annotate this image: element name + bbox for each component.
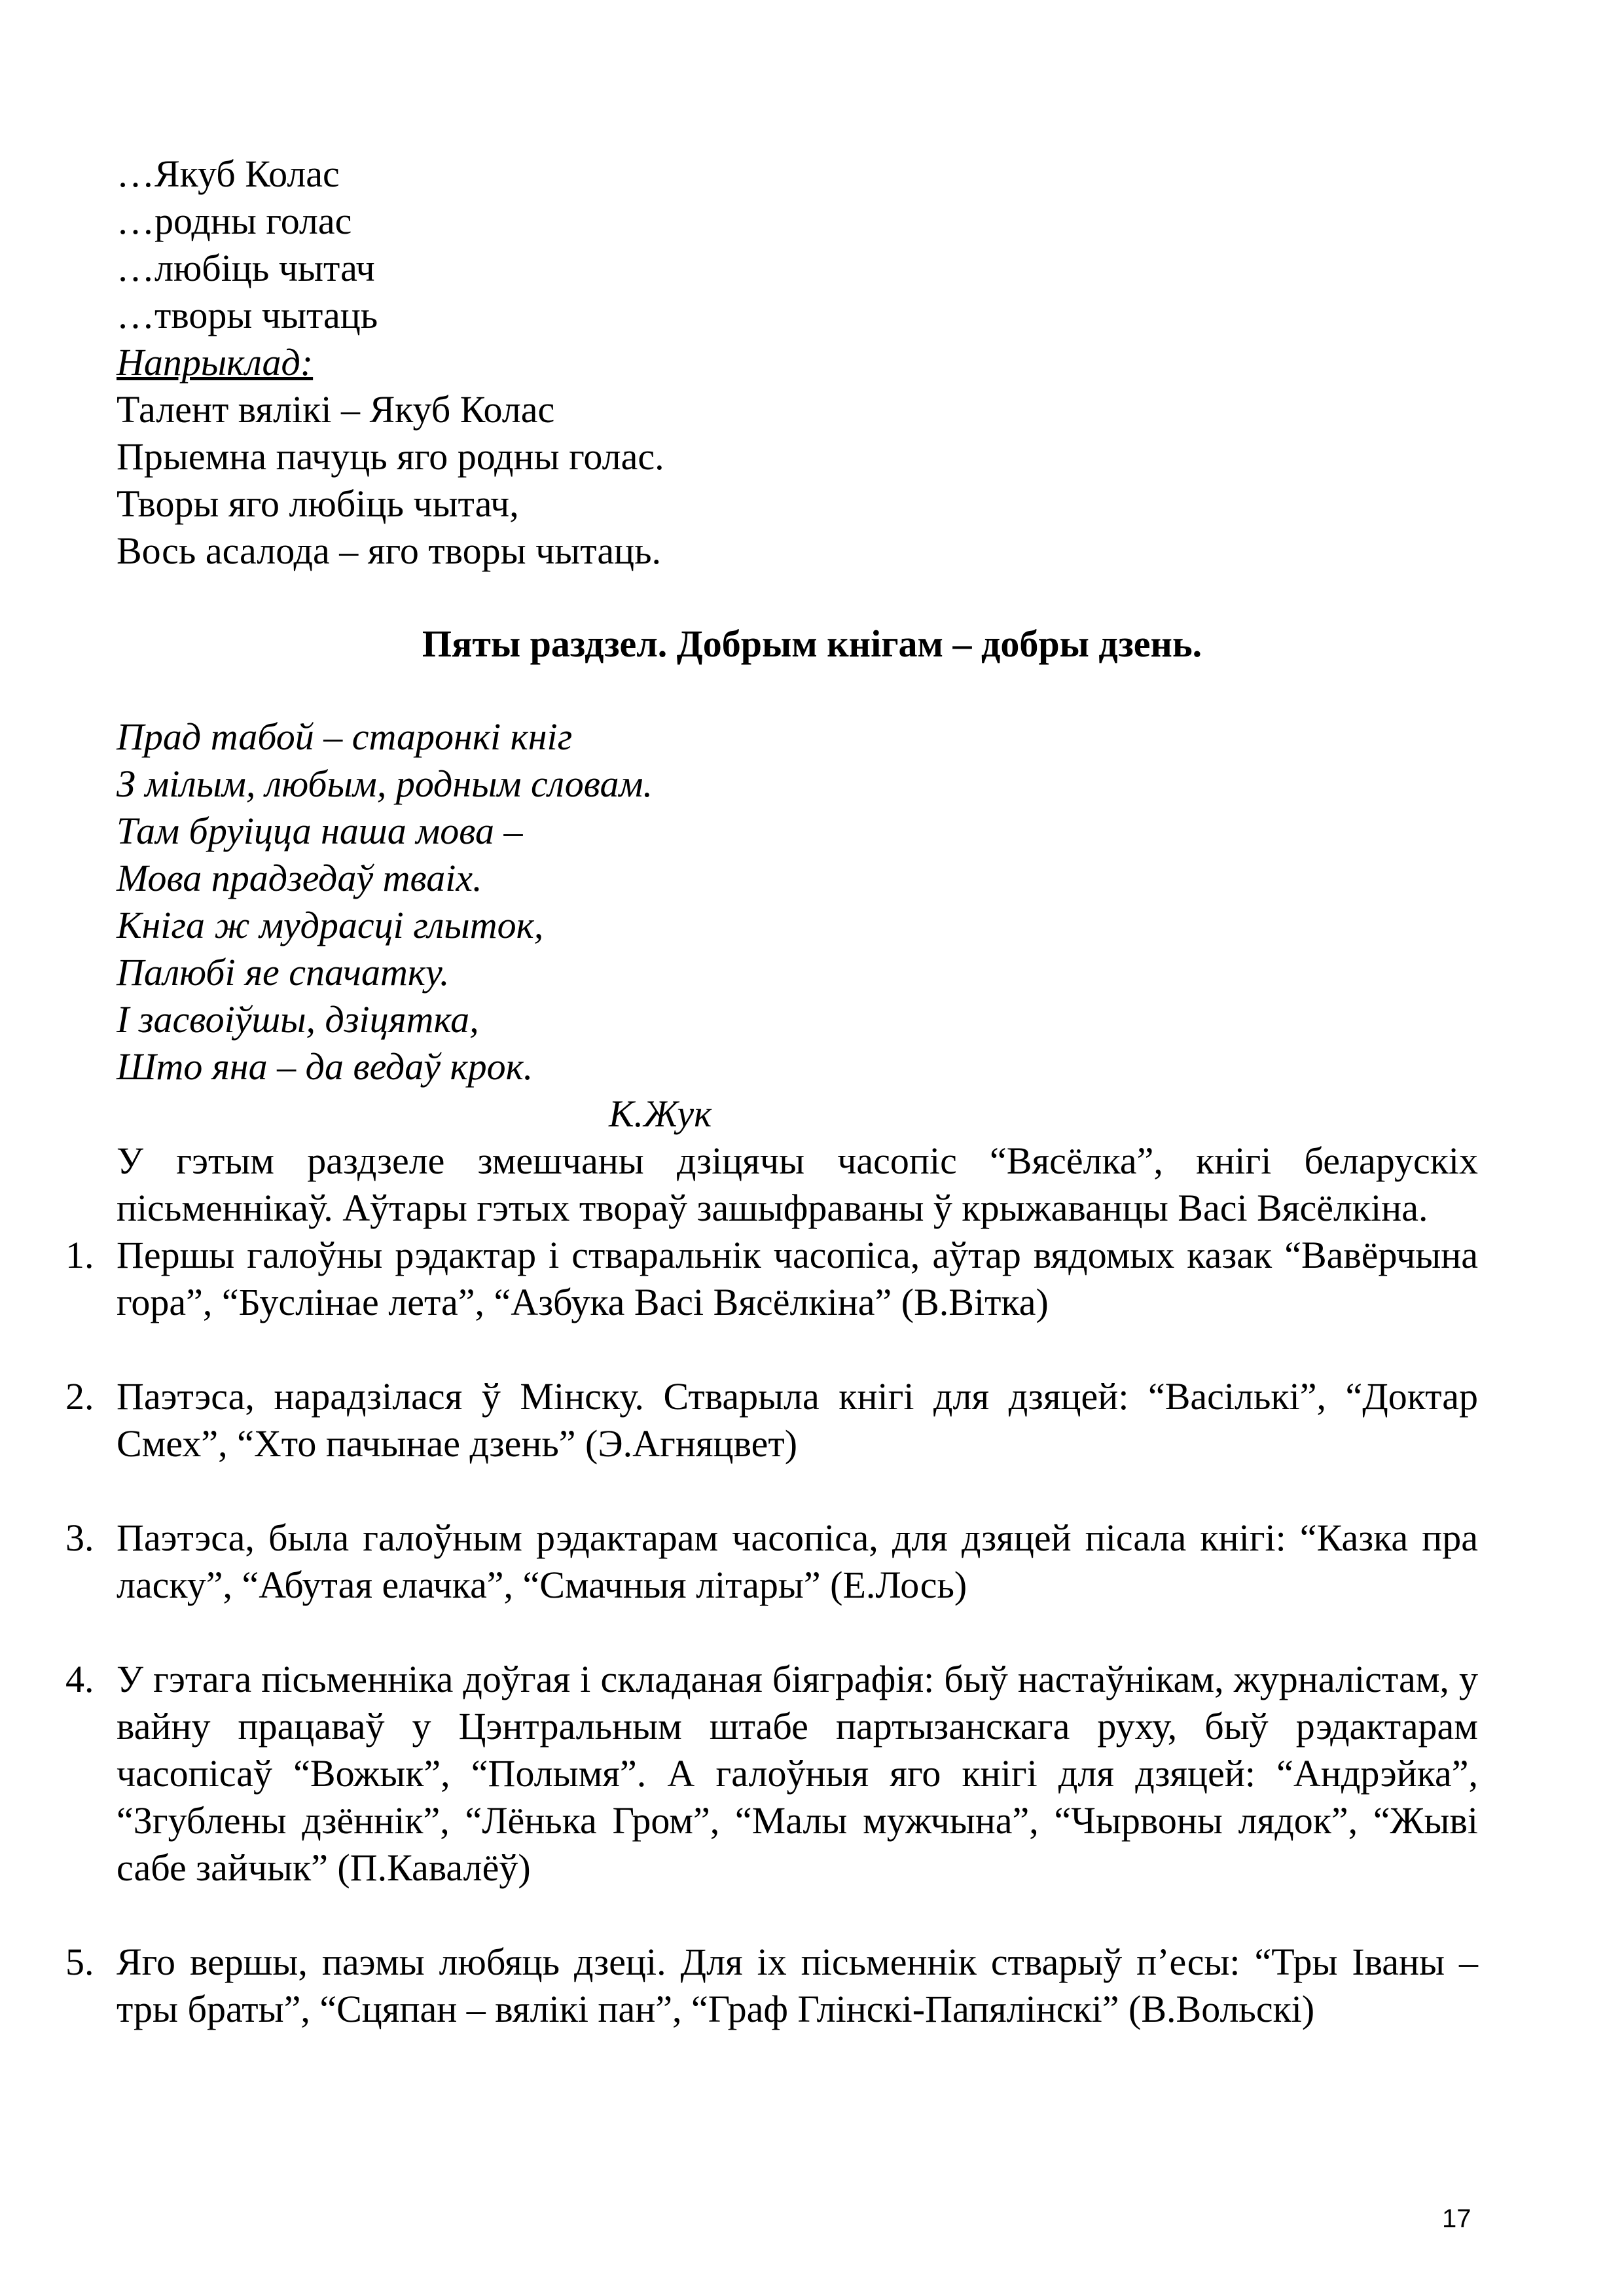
clue-item [65,1656,1478,1892]
epigraph-line: Што яна – да ведаў крок. [117,1045,533,1088]
clue-item [65,1232,1478,1326]
epigraph-line: Там бруіцца наша мова – [117,810,523,852]
epigraph-line: Мова прадзедаў тваіх. [117,857,482,899]
clue-number: 3. [65,1516,94,1559]
clue-number: 4. [65,1658,94,1700]
spacer [117,1892,1478,1939]
spacer [117,1609,1478,1656]
clue-number: 5. [65,1941,94,1983]
epigraph-line: Палюбі яе спачатку. [117,951,450,994]
epigraph-line: З мілым, любым, родным словам. [117,762,653,805]
poem-prompt-line: …творы чытаць [117,294,378,336]
clue-item [65,1373,1478,1467]
clue-item [65,1515,1478,1609]
page-content [65,151,1478,2033]
spacer [117,1326,1478,1373]
example-line: Талент вялікі – Якуб Колас [117,388,555,431]
clue-text: Паэтэса, была галоўным рэдактарам часопіса, для дзяцей пісала кнігі: “Казка пра ласку”, “Абутая елачка”, “Смачныя літары” (Е.Лось) [117,1516,1478,1606]
poem-prompt-line: …Якуб Колас [117,152,340,195]
spacer [117,1467,1478,1515]
poem-prompt-line: …родны голас [117,200,352,242]
spacer [117,668,1478,713]
clue-text: Паэтэса, нарадзілася ў Мінску. Стварыла кнігі для дзяцей: “Васількі”, “Доктар Смех”, “Хто пачынае дзень” (Э.Агняцвет) [117,1375,1478,1465]
example-poem [117,386,1478,575]
clue-number: 2. [65,1375,94,1418]
example-line: Творы яго любіць чытач, [117,482,519,525]
poem-prompts [117,151,1478,339]
example-label: Напрыклад: [117,341,314,384]
epigraph-line: Кніга ж мудрасці глыток, [117,904,544,946]
clue-number: 1. [65,1234,94,1276]
clue-text: У гэтага пісьменніка доўгая і складаная біяграфія: быў настаўнікам, журналістам, у вайну працаваў у Цэнтральным штабе партызанскага руху, быў рэдактарам часопісаў “Вожык”, “Полымя”. А галоўныя яго кнігі для дзяцей: “Андрэйка”, “Згублены дзённік”, “Лёнька Гром”, “Малы мужчына”, “Чырвоны лядок”, “Жыві сабе зайчык” (П.Кавалёў) [117,1658,1478,1889]
clue-text: Першы галоўны рэдактар і стваральнік часопіса, аўтар вядомых казак “Вавёрчына гора”, “Буслінае лета”, “Азбука Васі Вясёлкіна” (В.Вітка) [117,1234,1478,1323]
epigraph [117,713,1478,1138]
clue-item [65,1939,1478,2033]
section-heading: Пяты раздзел. Добрым кнігам – добры дзень. [422,622,1202,665]
clue-list [65,1232,1478,2033]
clue-text: Яго вершы, паэмы любяць дзеці. Для іх пісьменнік стварыў п’есы: “Тры Іваны – тры браты”, “Сцяпан – вялікі пан”, “Граф Глінскі-Папялінскі” (В.Вольскі) [117,1941,1478,2030]
poem-prompt-line: …любіць чытач [117,247,375,289]
epigraph-line: Прад табой – старонкі кніг [117,715,573,758]
spacer [117,575,1478,620]
example-line: Вось асалода – яго творы чытаць. [117,529,662,572]
intro-paragraph: У гэтым раздзеле змешчаны дзіцячы часопіс “Вясёлка”, кнігі беларускіх пісьменнікаў. Аўтары гэтых твораў зашыфраваны ў крыжаванцы Васі Вясёлкіна. [117,1139,1478,1229]
epigraph-line: І засвоіўшы, дзіцятка, [117,998,479,1041]
page-number: 17 [1442,2204,1471,2233]
epigraph-author: К.Жук [609,1092,712,1135]
example-line: Прыемна пачуць яго родны голас. [117,435,664,478]
